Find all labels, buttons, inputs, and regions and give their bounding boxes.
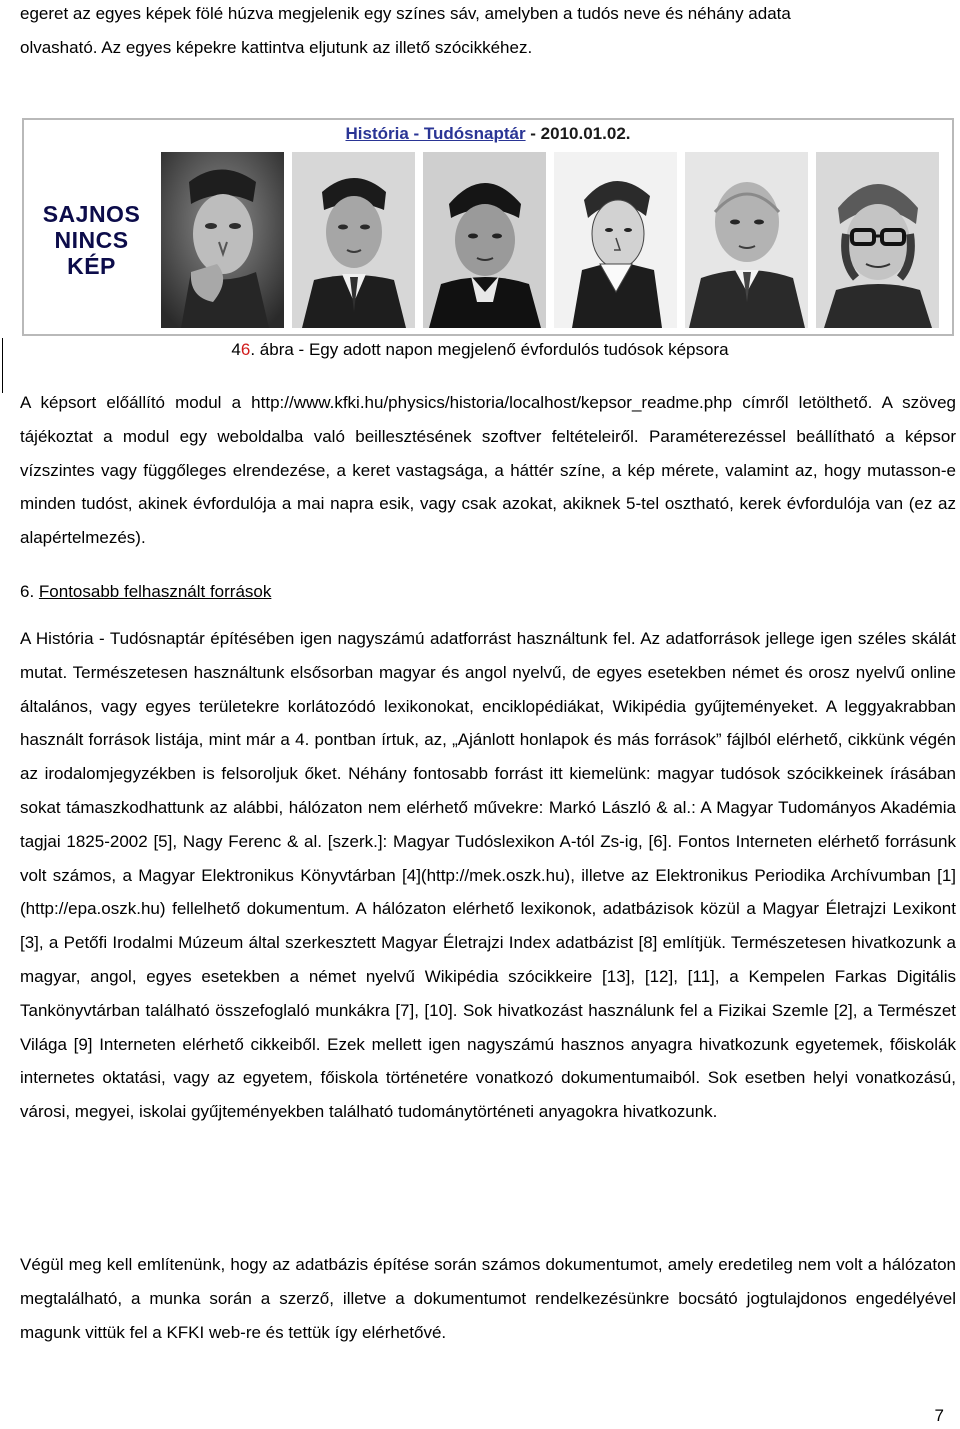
caption-number-new: 6 <box>240 340 251 359</box>
scientist-portrait-1[interactable] <box>161 152 284 328</box>
photo-row <box>30 152 939 328</box>
figure-header <box>24 124 952 150</box>
no-image-text: SAJNOS NINCS KÉP <box>42 201 141 279</box>
scientist-portrait-3[interactable] <box>423 152 546 328</box>
portrait-6-image <box>816 152 939 328</box>
portrait-5-image <box>685 152 808 328</box>
paragraph-sources: A História - Tudósnaptár építésében igen nagyszámú adatforrást használtunk fel. Az adatforrások jellege igen széles skálát mutat. Természetesen használtunk elsősorban magyar és angol nyelvű, de egyes esetekben német és orosz nyelvű online általános, vagy egyes területekre korlátozódó lexikonokat, enciklopédiákat, Wikipédia gyűjteményeket. A leggyakrabban használt források listája, mint már a 4. pontban írtuk, az, „Ajánlott honlapok és más források” fájlból elérhető, cikkünk végén az irodalomjegyzékben is felsoroljuk őket. Néhány fontosabb forrást itt kiemelünk: magyar tudósok szócikkeinek írásában sokat támaszkodhattunk az alábbi, hálózaton nem elérhető művekre: Markó László & al.: A Magyar Tudományos Akadémia tagjai 1825-2002 [5], Nagy Ferenc & al. [szerk.]: Magyar Tudóslexikon A-tól Zs-ig, [6]. Fontos Interneten elérhető forrásunk volt számos, a Magyar Elektronikus Könyvtárban [4](http://mek.oszk.hu), illetve az Elektronikus Periodika Archívumban [1](http://epa.oszk.hu) fellelhető dokumentum. A hálózaton elérhető lexikonok, adatbázisok közül a Magyar Életrajzi Lexikont [3], a Petőfi Irodalmi Múzeum által szerkesztett Magyar Életrajzi Index adatbázist [8] említjük. Természetesen hivatkozunk a magyar, angol, egyes esetekben a német nyelvű Wikipédia szócikkeire [13], [12], [11], a Kempelen Farkas Digitális Tankönyvtárban található összefoglaló munkákra [7], [10]. Sok hivatkozást használunk fel a Fizikai Szemle [2], a Természet Világa [9] Interneten elérhető cikkeiből. Ezek mellett igen nagyszámú hasznos anyagra hivatkozunk egyetemek, főiskolák internetes oktatási, vagy az egyetem, főiskola történetére vonatkozó dokumentumaiból. Sok esetben helyi vonatkozású, városi, megyei, iskolai gyűjteményekben található tudománytörténeti anyagokra hivatkozunk. <box>20 629 956 1122</box>
historia-link[interactable]: História - Tudósnaptár <box>345 124 526 143</box>
section-heading <box>20 576 271 608</box>
portrait-1-image <box>161 152 284 328</box>
figure-caption <box>0 335 960 365</box>
intro-text <box>20 0 956 65</box>
scientist-portrait-5[interactable] <box>685 152 808 328</box>
page-number: 7 <box>934 1406 944 1425</box>
portrait-4-image <box>554 152 677 328</box>
scientist-portrait-2[interactable] <box>292 152 415 328</box>
portrait-2-image <box>292 152 415 328</box>
portrait-3-image <box>423 152 546 328</box>
section-title[interactable]: Fontosabb felhasznált források <box>38 582 272 601</box>
intro-line-2: olvasható. Az egyes képekre kattintva eljutunk az illető szócikkéhez. <box>20 37 533 57</box>
section-number: 6. <box>20 582 39 601</box>
figure-date: - 2010.01.02. <box>525 124 631 143</box>
caption-text: . ábra - Egy adott napon megjelenő évfordulós tudósok képsora <box>250 340 729 359</box>
scientist-portrait-6[interactable] <box>816 152 939 328</box>
paragraph-closing: Végül meg kell említenünk, hogy az adatbázis építése során számos dokumentumot, amely eredetileg nem volt a hálózaton megtalálható, a munka során a szerző, illetve a dokumentumot rendelkezésünkre bocsátó jogtulajdonos engedélyével magunk vittük fel a KFKI web-re és tettük így elérhetővé. <box>20 1255 956 1342</box>
intro-line-1: egeret az egyes képek fölé húzva megjelenik egy színes sáv, amelyben a tudós neve és néhány adata <box>20 4 791 23</box>
no-image-placeholder[interactable] <box>30 152 153 328</box>
caption-number-old: 4 <box>231 340 241 359</box>
scientist-photo-strip <box>22 118 954 336</box>
scientist-portrait-4[interactable] <box>554 152 677 328</box>
paragraph-module: A képsort előállító modul a http://www.kfki.hu/physics/historia/localhost/kepsor_readme.php címről letölthető. A szöveg tájékoztat a modul egy weboldalba való beillesztésének szoftver feltételeiről. Paraméterezéssel beállítható a képsor vízszintes vagy függőleges elrendezése, a keret vastagsága, a háttér színe, a kép mérete, valamint az, hogy mutasson-e minden tudóst, akinek évfordulója a mai napra esik, vagy csak azokat, akiknek 5-tel osztható, kerek évfordulója van (ez az alapértelmezés). <box>20 393 956 548</box>
